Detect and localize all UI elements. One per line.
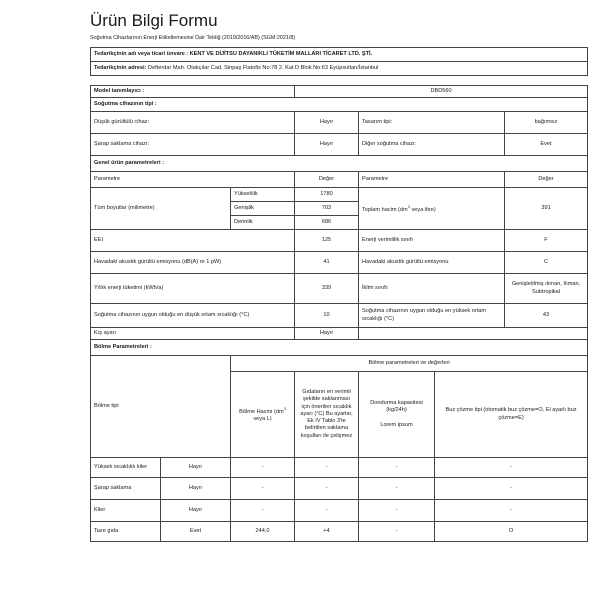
climate-class-label: İklim sınıfı: [359, 274, 505, 304]
table-row [91, 188, 588, 202]
depth-label: Derinlik [231, 216, 295, 230]
cell-label: Şarap saklama cihazı: [91, 134, 295, 156]
model-value: DBD560 [295, 86, 588, 98]
depth-value: 686 [295, 216, 359, 230]
table-row [91, 458, 588, 478]
noise-label: Havadaki akustik gürültü emisyonu (dB(A) re 1 pW) [91, 252, 295, 274]
column-header: Parametre [359, 172, 505, 188]
compartment-name: Yüksek sıcaklıklı kiler [91, 458, 161, 478]
table-row [91, 304, 588, 328]
column-header: Parametre [91, 172, 295, 188]
compartment-volume: - [231, 500, 295, 522]
width-value: 703 [295, 202, 359, 216]
cell-label: Düşük gürültülü cihaz: [91, 112, 295, 134]
supplier-address-label: Tedarikçinin adresi: [94, 64, 147, 71]
annual-energy-value: 339 [295, 274, 359, 304]
volume-header: Bölme Hacmi ($dm^3$ veya L) [231, 372, 295, 458]
compartment-type-header: Bölme tipi [91, 356, 231, 458]
table-row [91, 156, 588, 172]
annual-energy-label: Yıllık enerji tüketimi (kWh/a) [91, 274, 295, 304]
supplier-address [91, 62, 588, 76]
compartment-temp: +4 [295, 522, 359, 542]
compartment-freeze: - [359, 500, 435, 522]
table-row [91, 478, 588, 500]
compartment-defrost: - [435, 478, 588, 500]
noise-value: 41 [295, 252, 359, 274]
compartment-name: Şarap saklama [91, 478, 161, 500]
cell-label: Tasarım tipi: [359, 112, 505, 134]
defrost-type-header: Buz çözme tipi (otomatik buz çözme=O, El ayarlı buz çözme=E) [435, 372, 588, 458]
compartment-present: Hayır [161, 458, 231, 478]
max-temp-value: 43 [505, 304, 588, 328]
compartment-volume: - [231, 458, 295, 478]
cell-value: bağımsız [505, 112, 588, 134]
eei-label: EEI [91, 230, 295, 252]
cell-value: Evet [505, 134, 588, 156]
cell-value: Hayır [295, 112, 359, 134]
cell-value: Hayır [295, 134, 359, 156]
volume-value: 391 [505, 188, 588, 230]
product-info-table [90, 47, 588, 542]
height-value: 1780 [295, 188, 359, 202]
compartment-temp: - [295, 500, 359, 522]
table-row [91, 500, 588, 522]
compartment-present: Hayır [161, 500, 231, 522]
compartment-name: Taze gıda [91, 522, 161, 542]
table-row [91, 356, 588, 372]
energy-class-label: Enerji verimlilik sınıfı [359, 230, 505, 252]
winter-label: Kış ayarı [91, 328, 295, 340]
winter-value: Hayır [295, 328, 359, 340]
column-header: Değer [295, 172, 359, 188]
compartment-volume: - [231, 478, 295, 500]
supplier-name: Tedarikçinin adı veya ticari ünvanı : KENT VE DİJİTSU DAYANIKLI TÜKETİM MALLARI TİCARET LTD. ŞTİ. [91, 48, 588, 62]
table-row [91, 274, 588, 304]
volume-label: Toplam hacim ($dm^3$ veya litre) [359, 188, 505, 230]
table-row [91, 98, 588, 112]
min-temp-value: 10 [295, 304, 359, 328]
table-row [91, 112, 588, 134]
compartment-present: Hayır [161, 478, 231, 500]
max-temp-label: Soğutma cihazının uygun olduğu en yüksek ortam sıcaklığı (°C) [359, 304, 505, 328]
table-row [91, 328, 588, 340]
compartment-defrost: O [435, 522, 588, 542]
compartment-present: Evet [161, 522, 231, 542]
supplier-address-value: Defterdar Mah. Otakçılar Cad. Sinpaş Flatofis No:78 2. Kat D Blok No:63 Eyüpsultan/İstanbul [148, 64, 379, 71]
temp-header: Gıdaların en verimli şekilde saklanması için önerilen sıcaklık ayarı (°C) Bu ayarlar, Ek IV Tablo 3'te belirtilen saklama koşulları ile çelişmez [295, 372, 359, 458]
table-row [91, 86, 588, 98]
eei-value: 125 [295, 230, 359, 252]
section-heading: Bölme Parametreleri : [91, 340, 588, 356]
model-label: Model tanımlayıcı : [91, 86, 295, 98]
table-row [91, 62, 588, 76]
table-row [91, 252, 588, 274]
table-row [91, 134, 588, 156]
section-heading: Soğutma cihazının tipi : [91, 98, 588, 112]
table-row [91, 172, 588, 188]
width-label: Genişlik [231, 202, 295, 216]
compartment-volume: 244,0 [231, 522, 295, 542]
noise-class-label: Havadaki akustik gürültü emisyonu [359, 252, 505, 274]
compartment-freeze: - [359, 458, 435, 478]
section-heading: Genel ürün parametreleri : [91, 156, 588, 172]
compartment-name: Kiler [91, 500, 161, 522]
page-subtitle: Soğutma Cihazlarının Enerji Etiketlemesine Dair Tebliğ (2019/2016/AB) (SGM:2021/8) [90, 35, 296, 41]
energy-class-value: F [505, 230, 588, 252]
min-temp-label: Soğutma cihazının uygun olduğu en düşük ortam sıcaklığı (°C) [91, 304, 295, 328]
cell-label: Diğer soğutma cihazı: [359, 134, 505, 156]
climate-class-value: Genişletilmiş ılıman, Ilıman, Subtropikal [505, 274, 588, 304]
compartment-defrost: - [435, 458, 588, 478]
freeze-capacity-header: Dondurma kapasitesi (kg/24h) Lorem ipsum [359, 372, 435, 458]
compartment-freeze: - [359, 522, 435, 542]
table-row [91, 48, 588, 62]
product-info-form [90, 10, 587, 542]
noise-class-value: C [505, 252, 588, 274]
compartment-defrost: - [435, 500, 588, 522]
table-row [91, 522, 588, 542]
compartment-params-header: Bölme parametreleri ve değerleri [231, 356, 588, 372]
compartment-temp: - [295, 458, 359, 478]
height-label: Yükseklik [231, 188, 295, 202]
compartment-temp: - [295, 478, 359, 500]
compartment-freeze: - [359, 478, 435, 500]
table-row [91, 340, 588, 356]
table-row [91, 230, 588, 252]
dimensions-label: Tüm boyutlar (milimetre) [91, 188, 231, 230]
column-header: Değer [505, 172, 588, 188]
page-title: Ürün Bilgi Formu [90, 11, 218, 30]
